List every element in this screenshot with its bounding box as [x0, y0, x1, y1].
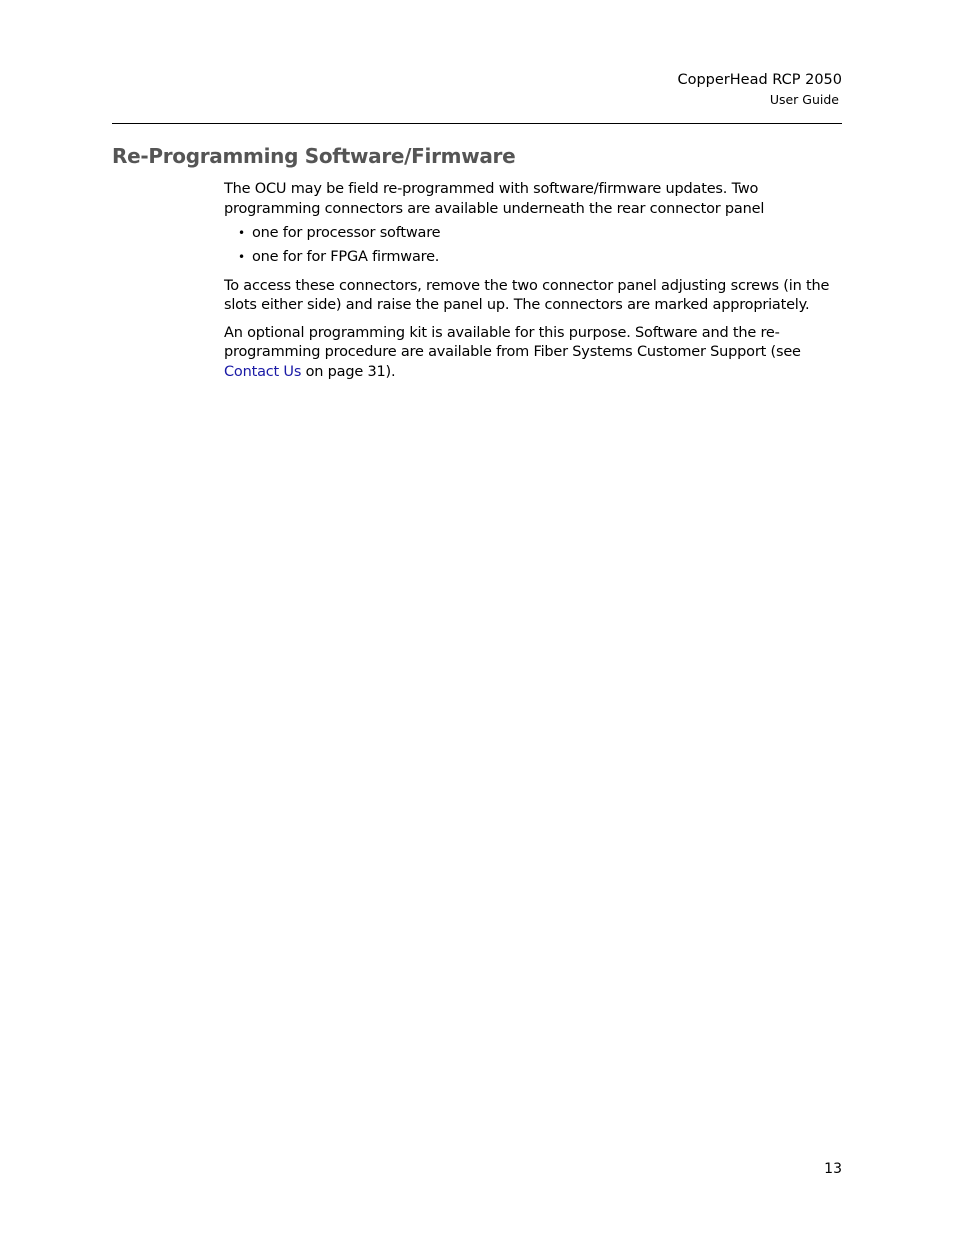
- kit-paragraph: [224, 324, 844, 383]
- product-name: CopperHead RCP 2050: [677, 72, 842, 88]
- bullet-icon: •: [238, 226, 245, 240]
- list-item: [224, 248, 844, 268]
- header-divider: [112, 123, 842, 124]
- section-body: [224, 180, 844, 382]
- list-item-text: one for for FPGA firmware.: [252, 249, 440, 265]
- page-number: 13: [824, 1161, 842, 1177]
- document-type: User Guide: [769, 92, 839, 107]
- connector-list: [224, 224, 844, 268]
- list-item-text: one for processor software: [252, 225, 441, 241]
- page-header: [677, 70, 842, 110]
- kit-text-after: on page 31).: [301, 363, 396, 380]
- list-item: [224, 224, 844, 244]
- access-paragraph: To access these connectors, remove the two connector panel adjusting screws (in the slots either side) and raise the panel up. The connectors are marked appropriately.: [224, 277, 830, 313]
- intro-paragraph: The OCU may be field re-programmed with software/firmware updates. Two programming connectors are available underneath the rear connector panel: [224, 181, 765, 217]
- kit-text-before: An optional programming kit is available for this purpose. Software and the re-programming procedure are available from Fiber Systems Customer Support (see: [224, 324, 801, 360]
- contact-us-link[interactable]: Contact Us: [224, 363, 302, 380]
- section-title: Re-Programming Software/Firmware: [112, 144, 516, 168]
- bullet-icon: •: [238, 250, 245, 264]
